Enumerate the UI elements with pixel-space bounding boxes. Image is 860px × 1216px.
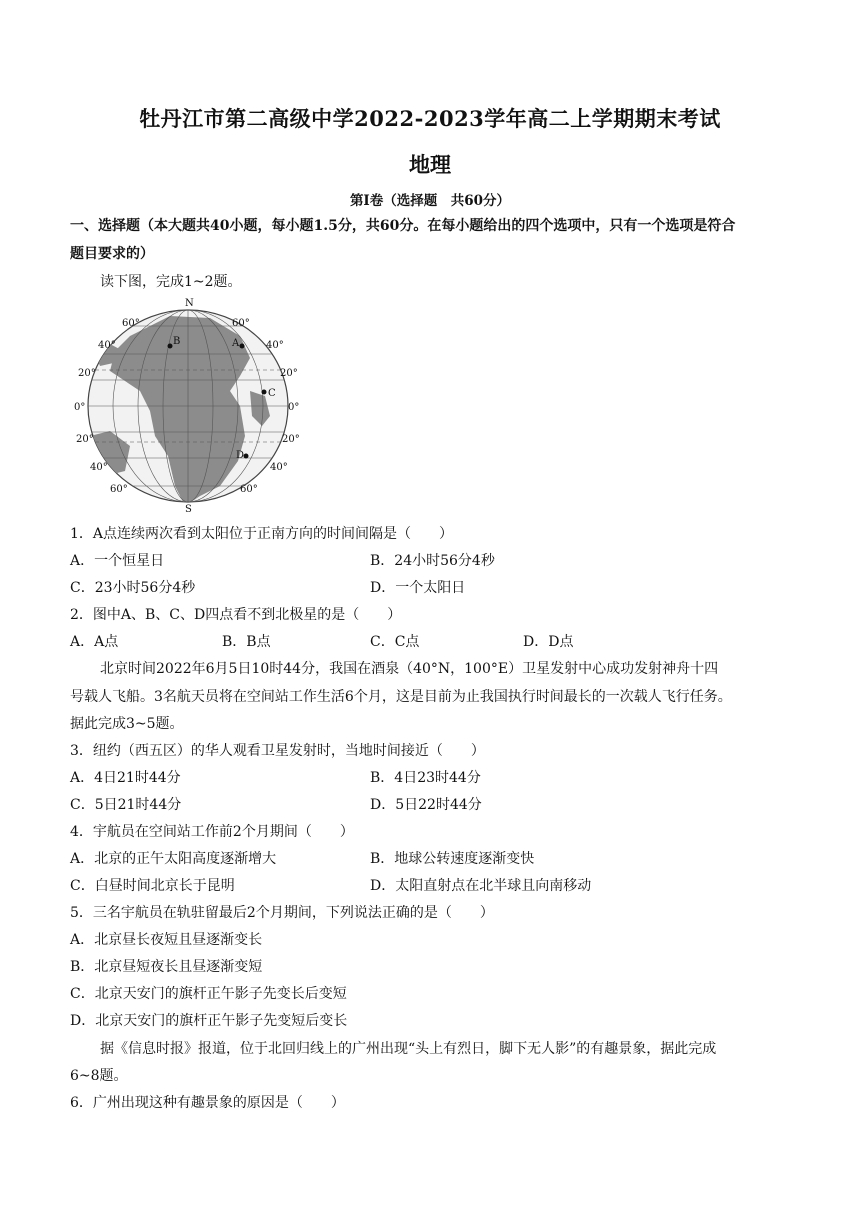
lat-label-20n-left: 20°: [78, 368, 96, 379]
q1-option-b: B．24小时56分4秒: [370, 553, 495, 569]
point-b-marker: [168, 344, 173, 349]
q6-stem: 6．广州出现这种有趣景象的原因是（ ）: [70, 1095, 345, 1111]
passage1-line-1: 北京时间2022年6月5日10时44分，我国在酒泉（40°N，100°E）卫星发射中心成功发射神舟十四: [100, 661, 719, 677]
q5-option-b: B．北京昼短夜长且昼逐渐变短: [70, 959, 263, 975]
q3-option-d: D．5日22时44分: [370, 797, 482, 813]
lat-label-40s-left: 40°: [90, 462, 108, 473]
q4-option-b: B．地球公转速度逐渐变快: [370, 851, 535, 867]
passage2-line-2: 6~8题。: [70, 1068, 128, 1084]
q5-stem: 5．三名宇航员在轨驻留最后2个月期间，下列说法正确的是（ ）: [70, 905, 494, 921]
q2-stem: 2．图中A、B、C、D四点看不到北极星的是（ ）: [70, 607, 402, 623]
q2-option-a: A．A点: [70, 634, 119, 650]
figure-intro: 读下图，完成1~2题。: [100, 274, 242, 290]
point-d-marker: [244, 454, 249, 459]
lat-label-60n-right: 60°: [232, 318, 250, 329]
q5-option-d: D．北京天安门的旗杆正午影子先变短后变长: [70, 1013, 348, 1029]
point-b-label: B: [173, 336, 181, 347]
point-d-label: D: [236, 450, 245, 461]
lat-label-20n-right: 20°: [280, 368, 298, 379]
q3-stem: 3．纽约（西五区）的华人观看卫星发射时，当地时间接近（ ）: [70, 743, 485, 759]
passage1-line-2: 号载人飞船。3名航天员将在空间站工作生活6个月，这是目前为止我国执行时间最长的一次载人飞行任务。: [70, 689, 732, 705]
q5-option-c: C．北京天安门的旗杆正午影子先变长后变短: [70, 986, 347, 1002]
q4-stem: 4．宇航员在空间站工作前2个月期间（ ）: [70, 824, 354, 840]
q3-option-b: B．4日23时44分: [370, 770, 481, 786]
graticule: [80, 310, 296, 502]
q1-option-c: C．23小时56分4秒: [70, 580, 196, 596]
point-a-marker: [240, 344, 245, 349]
point-c-marker: [262, 390, 267, 395]
q2-option-d: D．D点: [523, 634, 574, 650]
q1-stem: 1．A点连续两次看到太阳位于正南方向的时间间隔是（ ）: [70, 526, 454, 542]
lat-label-60s-left: 60°: [110, 484, 128, 495]
lat-label-40n-left: 40°: [98, 340, 116, 351]
lat-label-20s-left: 20°: [76, 434, 94, 445]
point-a-label: A: [232, 338, 240, 349]
q1-option-a: A．一个恒星日: [70, 553, 165, 569]
subject-title: 地理: [409, 152, 451, 177]
lat-label-20s-right: 20°: [282, 434, 300, 445]
passage2-line-1: 据《信息时报》报道，位于北回归线上的广州出现“头上有烈日，脚下无人影”的有趣景象，据此完成: [100, 1041, 717, 1057]
q4-option-a: A．北京的正午太阳高度逐渐增大: [70, 851, 277, 867]
globe-figure: [70, 296, 306, 514]
point-c-label: C: [268, 388, 276, 399]
q1-option-d: D．一个太阳日: [370, 580, 466, 596]
passage1-line-3: 据此完成3~5题。: [70, 716, 184, 732]
lat-label-0-left: 0°: [74, 402, 86, 413]
instructions-line-2: 题目要求的）: [70, 246, 154, 262]
q3-option-c: C．5日21时44分: [70, 797, 182, 813]
q2-option-c: C．C点: [370, 634, 420, 650]
q2-option-b: B．B点: [222, 634, 271, 650]
lat-label-40s-right: 40°: [270, 462, 288, 473]
q4-option-c: C．白昼时间北京长于昆明: [70, 878, 235, 894]
q5-option-a: A．北京昼长夜短且昼逐渐变长: [70, 932, 263, 948]
lat-label-60n-left: 60°: [122, 318, 140, 329]
north-pole-label: N: [185, 298, 194, 309]
south-pole-label: S: [185, 504, 192, 514]
exam-title: 牡丹江市第二高级中学2022-2023学年高二上学期期末考试: [139, 106, 721, 131]
lat-label-0-right: 0°: [288, 402, 300, 413]
section-heading: 第I卷（选择题 共60分）: [349, 193, 511, 209]
instructions-line-1: 一、选择题（本大题共40小题，每小题1.5分，共60分。在每小题给出的四个选项中，只有一个选项是符合: [70, 218, 736, 234]
q3-option-a: A．4日21时44分: [70, 770, 181, 786]
lat-label-60s-right: 60°: [240, 484, 258, 495]
lat-label-40n-right: 40°: [266, 340, 284, 351]
q4-option-d: D．太阳直射点在北半球且向南移动: [370, 878, 592, 894]
